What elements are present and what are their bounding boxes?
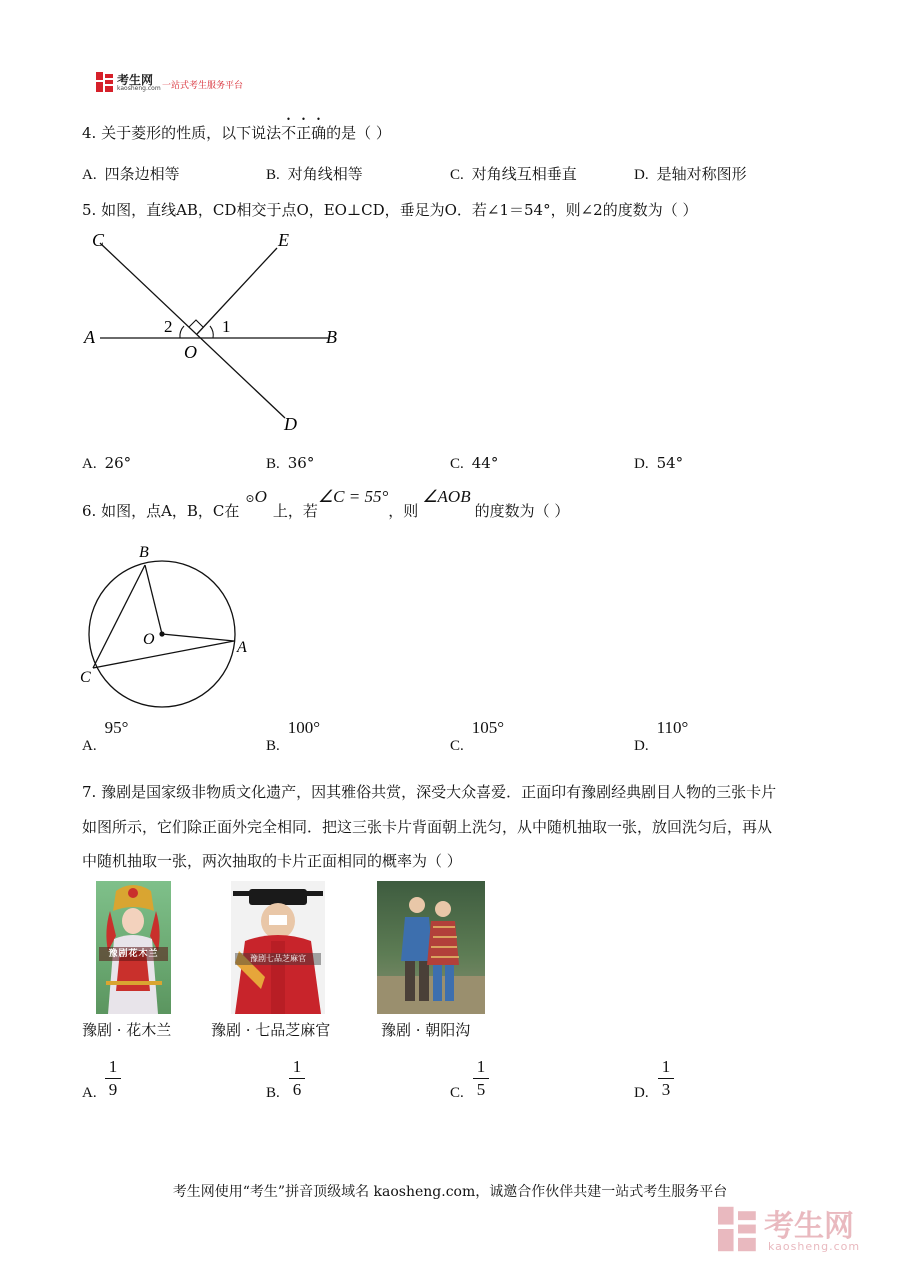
angle-2-arc	[180, 326, 184, 338]
angle-1-arc	[210, 326, 213, 338]
q7-option-b[interactable]: B.	[266, 1085, 280, 1101]
label-a: A	[237, 639, 247, 656]
q7-option-d[interactable]: D.	[634, 1085, 649, 1101]
q5-option-c[interactable]: C. 44°	[450, 454, 499, 472]
q5-stem: 5. 如图，直线AB，CD相交于点O，EO⊥CD，垂足为O．若∠1＝54°，则∠2的度数为（ ）	[82, 201, 698, 219]
card-banner: 豫剧花木兰	[99, 947, 168, 961]
q6-option-a[interactable]: A.95°	[82, 718, 129, 754]
q7-option-c-fraction: 1 5	[471, 1057, 491, 1100]
label-d: D	[284, 414, 297, 434]
q5-figure	[80, 228, 350, 438]
label-o: O	[184, 342, 197, 362]
q7-option-d-fraction: 1 3	[656, 1057, 676, 1100]
card-caption-chaoyanggou: 豫剧 · 朝阳沟	[381, 1021, 471, 1039]
label-b: B	[326, 327, 337, 347]
label-angle-2: 2	[164, 317, 173, 336]
kaosheng-logo-icon	[96, 72, 114, 92]
label-angle-1: 1	[222, 317, 231, 336]
segment-cb	[93, 565, 145, 668]
q4-emphasis: 不正确	[281, 124, 327, 142]
q5-option-a[interactable]: A. 26°	[82, 454, 132, 472]
label-a: A	[84, 327, 95, 347]
q7-stem-line-1: 7. 豫剧是国家级非物质文化遗产，因其雅俗共赏，深受大众喜爱．正面印有豫剧经典剧目人物的三张卡片	[82, 783, 777, 801]
header-logo	[96, 72, 266, 94]
q4-option-d[interactable]: D. 是轴对称图形	[634, 165, 747, 183]
qipin-zhimaguan-figure-icon	[231, 881, 325, 1014]
center-point	[159, 631, 164, 636]
watermark-name: 考生网	[764, 1209, 854, 1244]
q7-option-b-fraction: 1 6	[287, 1057, 307, 1100]
logo-domain: kaosheng.com	[117, 85, 161, 92]
q6-option-b[interactable]: B.100°	[266, 718, 321, 754]
q5-option-b[interactable]: B. 36°	[266, 454, 315, 472]
card-chaoyanggou	[377, 881, 485, 1014]
right-angle-mark	[189, 320, 203, 327]
label-e: E	[278, 230, 289, 250]
card-hua-mulan	[96, 881, 171, 1014]
watermark-logo-icon	[718, 1205, 758, 1253]
q7-option-a-fraction: 1 9	[103, 1057, 123, 1100]
logo-slogan: 一站式考生服务平台	[162, 81, 244, 91]
segment-ca	[93, 641, 234, 668]
ray-oe	[197, 248, 277, 334]
watermark-domain: kaosheng.com	[768, 1240, 861, 1253]
q6-stem: 6. 如图，点A，B，C在⊙O上，若∠C = 55°，则∠AOB的度数为（ ）	[82, 487, 570, 520]
footer-text: 考生网使用“考生”拼音顶级域名 kaosheng.com，诚邀合作伙伴共建一站式考生服务平台	[172, 1184, 728, 1200]
q4-stem: 4. 关于菱形的性质，以下说法不正确的是（ ）	[82, 124, 391, 142]
logo-name: 考生网	[117, 73, 154, 87]
q6-figure	[75, 538, 260, 713]
q4-option-c[interactable]: C. 对角线互相垂直	[450, 165, 577, 183]
label-b: B	[139, 544, 149, 561]
q5-option-d[interactable]: D. 54°	[634, 454, 684, 472]
q7-option-c[interactable]: C.	[450, 1085, 464, 1101]
segment-oa	[162, 634, 234, 641]
q6-option-d[interactable]: D.110°	[634, 718, 689, 754]
label-o: O	[143, 631, 155, 648]
q4-option-b[interactable]: B. 对角线相等	[266, 165, 363, 183]
q7-stem-line-3: 中随机抽取一张，两次抽取的卡片正面相同的概率为（ ）	[82, 852, 462, 870]
card-caption-qipin-zhimaguan: 豫剧 · 七品芝麻官	[211, 1021, 331, 1039]
watermark	[718, 1203, 888, 1258]
label-c: C	[92, 230, 105, 250]
q7-stem-line-2: 如图所示，它们除正面外完全相同．把这三张卡片背面朝上洗匀，从中随机抽取一张，放回洗匀后，再从	[82, 818, 773, 836]
q4-option-a[interactable]: A. 四条边相等	[82, 165, 180, 183]
segment-ob	[145, 565, 162, 634]
q6-option-c[interactable]: C.105°	[450, 718, 505, 754]
card-caption-hua-mulan: 豫剧 · 花木兰	[82, 1021, 172, 1039]
label-c: C	[80, 669, 91, 686]
card-banner: 豫剧七品芝麻官	[235, 953, 321, 965]
chaoyanggou-figure-icon	[377, 881, 485, 1014]
card-qipin-zhimaguan	[231, 881, 325, 1014]
q7-option-a[interactable]: A.	[82, 1085, 97, 1101]
